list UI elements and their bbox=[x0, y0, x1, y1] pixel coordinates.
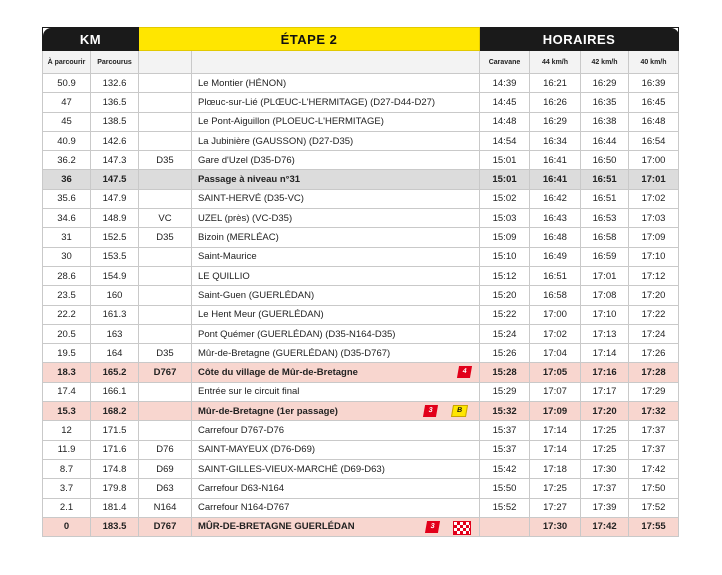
col-44kmh: 44 km/h bbox=[530, 51, 581, 74]
road-code: D35 bbox=[139, 151, 192, 170]
km-remaining: 45 bbox=[43, 112, 91, 131]
km-covered: 183.5 bbox=[91, 517, 139, 536]
time-42kmh: 17:16 bbox=[581, 363, 629, 382]
caravane-time: 15:50 bbox=[480, 479, 530, 498]
road-code bbox=[139, 324, 192, 343]
caravane-time: 14:39 bbox=[480, 74, 530, 93]
road-code bbox=[139, 286, 192, 305]
table-row bbox=[43, 74, 679, 93]
col-42kmh: 42 km/h bbox=[581, 51, 629, 74]
km-covered: 132.6 bbox=[91, 74, 139, 93]
caravane-time: 15:29 bbox=[480, 382, 530, 401]
time-42kmh: 16:51 bbox=[581, 189, 629, 208]
km-remaining: 15.3 bbox=[43, 402, 91, 421]
climb-category-badge: 3 bbox=[423, 405, 438, 417]
table-row bbox=[43, 421, 679, 440]
time-40kmh: 17:55 bbox=[629, 517, 679, 536]
finish-flag-icon bbox=[453, 521, 471, 535]
caravane-time: 15:22 bbox=[480, 305, 530, 324]
place-name bbox=[192, 382, 480, 401]
km-remaining: 3.7 bbox=[43, 479, 91, 498]
km-covered: 152.5 bbox=[91, 228, 139, 247]
time-44kmh: 17:09 bbox=[530, 402, 581, 421]
km-remaining: 2.1 bbox=[43, 498, 91, 517]
road-code bbox=[139, 266, 192, 285]
place-name bbox=[192, 170, 480, 189]
table-row bbox=[43, 402, 679, 421]
place-label: SAINT-GILLES-VIEUX-MARCHÉ (D69-D63) bbox=[198, 463, 385, 475]
km-remaining: 8.7 bbox=[43, 459, 91, 478]
road-code bbox=[139, 112, 192, 131]
time-40kmh: 16:45 bbox=[629, 93, 679, 112]
col-parcourus: Parcourus bbox=[91, 51, 139, 74]
table-row bbox=[43, 459, 679, 478]
place-name bbox=[192, 74, 480, 93]
time-40kmh: 17:03 bbox=[629, 209, 679, 228]
place-label: Carrefour D767-D76 bbox=[198, 424, 285, 436]
table-row bbox=[43, 170, 679, 189]
km-covered: 142.6 bbox=[91, 131, 139, 150]
time-44kmh: 17:18 bbox=[530, 459, 581, 478]
km-covered: 163 bbox=[91, 324, 139, 343]
place-name bbox=[192, 324, 480, 343]
km-remaining: 22.2 bbox=[43, 305, 91, 324]
place-name bbox=[192, 93, 480, 112]
time-42kmh: 17:13 bbox=[581, 324, 629, 343]
table-row bbox=[43, 228, 679, 247]
km-remaining: 34.6 bbox=[43, 209, 91, 228]
place-label: UZEL (près) (VC-D35) bbox=[198, 212, 293, 224]
bonus-badge: B bbox=[451, 405, 468, 417]
time-42kmh: 16:29 bbox=[581, 74, 629, 93]
place-name bbox=[192, 498, 480, 517]
km-remaining: 23.5 bbox=[43, 286, 91, 305]
time-40kmh: 16:39 bbox=[629, 74, 679, 93]
road-code bbox=[139, 247, 192, 266]
col-caravane: Caravane bbox=[480, 51, 530, 74]
time-40kmh: 17:26 bbox=[629, 344, 679, 363]
road-code bbox=[139, 402, 192, 421]
table-row bbox=[43, 266, 679, 285]
time-42kmh: 16:35 bbox=[581, 93, 629, 112]
time-44kmh: 16:41 bbox=[530, 170, 581, 189]
time-44kmh: 17:00 bbox=[530, 305, 581, 324]
table-row bbox=[43, 479, 679, 498]
table-row bbox=[43, 247, 679, 266]
caravane-time: 15:24 bbox=[480, 324, 530, 343]
km-remaining: 19.5 bbox=[43, 344, 91, 363]
time-40kmh: 17:01 bbox=[629, 170, 679, 189]
place-name bbox=[192, 479, 480, 498]
place-label: LE QUILLIO bbox=[198, 270, 250, 282]
km-remaining: 31 bbox=[43, 228, 91, 247]
place-name bbox=[192, 228, 480, 247]
time-44kmh: 17:02 bbox=[530, 324, 581, 343]
table-row bbox=[43, 131, 679, 150]
road-code: D35 bbox=[139, 344, 192, 363]
time-44kmh: 17:14 bbox=[530, 421, 581, 440]
km-covered: 154.9 bbox=[91, 266, 139, 285]
time-42kmh: 17:30 bbox=[581, 459, 629, 478]
time-44kmh: 16:49 bbox=[530, 247, 581, 266]
km-covered: 166.1 bbox=[91, 382, 139, 401]
time-42kmh: 16:59 bbox=[581, 247, 629, 266]
km-covered: 147.9 bbox=[91, 189, 139, 208]
place-label: Côte du village de Mûr-de-Bretagne bbox=[198, 367, 358, 379]
time-40kmh: 17:28 bbox=[629, 363, 679, 382]
time-44kmh: 17:14 bbox=[530, 440, 581, 459]
time-42kmh: 17:39 bbox=[581, 498, 629, 517]
road-code bbox=[139, 93, 192, 112]
caravane-time: 15:10 bbox=[480, 247, 530, 266]
km-remaining: 20.5 bbox=[43, 324, 91, 343]
place-label: SAINT-HERVÉ (D35-VC) bbox=[198, 193, 304, 205]
caravane-time: 15:42 bbox=[480, 459, 530, 478]
place-label: Le Pont-Aiguillon (PLOEUC-L'HERMITAGE) bbox=[198, 116, 384, 128]
time-40kmh: 17:32 bbox=[629, 402, 679, 421]
km-remaining: 17.4 bbox=[43, 382, 91, 401]
caravane-time: 15:28 bbox=[480, 363, 530, 382]
table-row bbox=[43, 286, 679, 305]
road-code: N164 bbox=[139, 498, 192, 517]
time-40kmh: 17:20 bbox=[629, 286, 679, 305]
km-remaining: 35.6 bbox=[43, 189, 91, 208]
time-44kmh: 17:05 bbox=[530, 363, 581, 382]
col-road bbox=[139, 51, 192, 74]
time-40kmh: 17:42 bbox=[629, 459, 679, 478]
caravane-time: 15:12 bbox=[480, 266, 530, 285]
place-label: SAINT-MAYEUX (D76-D69) bbox=[198, 444, 316, 456]
caravane-time: 15:37 bbox=[480, 440, 530, 459]
km-covered: 171.5 bbox=[91, 421, 139, 440]
km-covered: 165.2 bbox=[91, 363, 139, 382]
place-name bbox=[192, 286, 480, 305]
km-remaining: 50.9 bbox=[43, 74, 91, 93]
km-covered: 161.3 bbox=[91, 305, 139, 324]
time-40kmh: 17:00 bbox=[629, 151, 679, 170]
time-40kmh: 17:22 bbox=[629, 305, 679, 324]
time-44kmh: 16:42 bbox=[530, 189, 581, 208]
table-row bbox=[43, 440, 679, 459]
time-42kmh: 17:01 bbox=[581, 266, 629, 285]
caravane-time: 15:03 bbox=[480, 209, 530, 228]
place-name bbox=[192, 440, 480, 459]
table-row bbox=[43, 344, 679, 363]
table-row bbox=[43, 189, 679, 208]
caravane-time: 15:02 bbox=[480, 189, 530, 208]
km-header: KM bbox=[43, 28, 139, 51]
table-row bbox=[43, 324, 679, 343]
place-label: Bizoin (MERLÉAC) bbox=[198, 232, 279, 244]
time-42kmh: 17:17 bbox=[581, 382, 629, 401]
table-row bbox=[43, 363, 679, 382]
time-40kmh: 17:09 bbox=[629, 228, 679, 247]
km-remaining: 36.2 bbox=[43, 151, 91, 170]
place-name bbox=[192, 266, 480, 285]
km-covered: 168.2 bbox=[91, 402, 139, 421]
place-label: La Jubinière (GAUSSON) (D27-D35) bbox=[198, 135, 354, 147]
time-42kmh: 17:25 bbox=[581, 440, 629, 459]
km-remaining: 0 bbox=[43, 517, 91, 536]
table-row bbox=[43, 498, 679, 517]
stage-header: ÉTAPE 2 bbox=[139, 28, 480, 51]
time-40kmh: 17:02 bbox=[629, 189, 679, 208]
place-label: Le Montier (HÉNON) bbox=[198, 77, 287, 89]
km-covered: 179.8 bbox=[91, 479, 139, 498]
time-42kmh: 16:58 bbox=[581, 228, 629, 247]
time-42kmh: 16:51 bbox=[581, 170, 629, 189]
place-label: Le Hent Meur (GUERLÉDAN) bbox=[198, 309, 324, 321]
table-row bbox=[43, 517, 679, 536]
time-44kmh: 16:34 bbox=[530, 131, 581, 150]
km-covered: 160 bbox=[91, 286, 139, 305]
stage-schedule-table bbox=[42, 27, 678, 537]
place-name bbox=[192, 305, 480, 324]
time-40kmh: 16:54 bbox=[629, 131, 679, 150]
time-42kmh: 17:37 bbox=[581, 479, 629, 498]
place-name bbox=[192, 151, 480, 170]
place-label: Gare d'Uzel (D35-D76) bbox=[198, 154, 295, 166]
place-label: Mûr-de-Bretagne (1er passage) bbox=[198, 405, 338, 417]
place-name bbox=[192, 131, 480, 150]
road-code bbox=[139, 74, 192, 93]
km-remaining: 47 bbox=[43, 93, 91, 112]
caravane-time: 15:09 bbox=[480, 228, 530, 247]
table-row bbox=[43, 112, 679, 131]
caravane-time: 15:26 bbox=[480, 344, 530, 363]
km-remaining: 40.9 bbox=[43, 131, 91, 150]
road-code: D63 bbox=[139, 479, 192, 498]
place-name bbox=[192, 402, 480, 421]
time-44kmh: 16:51 bbox=[530, 266, 581, 285]
time-42kmh: 17:08 bbox=[581, 286, 629, 305]
time-44kmh: 16:48 bbox=[530, 228, 581, 247]
col-place bbox=[192, 51, 480, 74]
time-44kmh: 17:30 bbox=[530, 517, 581, 536]
caravane-time: 15:52 bbox=[480, 498, 530, 517]
caravane-time: 14:45 bbox=[480, 93, 530, 112]
place-label: Carrefour D63-N164 bbox=[198, 482, 285, 494]
place-label: Entrée sur le circuit final bbox=[198, 386, 300, 398]
time-44kmh: 17:04 bbox=[530, 344, 581, 363]
caravane-time: 15:32 bbox=[480, 402, 530, 421]
time-44kmh: 16:43 bbox=[530, 209, 581, 228]
road-code bbox=[139, 189, 192, 208]
place-name bbox=[192, 112, 480, 131]
road-code bbox=[139, 131, 192, 150]
km-covered: 147.3 bbox=[91, 151, 139, 170]
horaires-header: HORAIRES bbox=[480, 28, 679, 51]
km-remaining: 18.3 bbox=[43, 363, 91, 382]
time-40kmh: 17:37 bbox=[629, 421, 679, 440]
km-covered: 181.4 bbox=[91, 498, 139, 517]
km-covered: 148.9 bbox=[91, 209, 139, 228]
place-name bbox=[192, 459, 480, 478]
road-code bbox=[139, 170, 192, 189]
km-remaining: 11.9 bbox=[43, 440, 91, 459]
col-a-parcourir: À parcourir bbox=[43, 51, 91, 74]
caravane-time: 15:37 bbox=[480, 421, 530, 440]
road-code: D767 bbox=[139, 363, 192, 382]
time-42kmh: 17:42 bbox=[581, 517, 629, 536]
climb-category-badge: 3 bbox=[425, 521, 440, 533]
time-42kmh: 16:50 bbox=[581, 151, 629, 170]
km-covered: 136.5 bbox=[91, 93, 139, 112]
place-label: Mûr-de-Bretagne (GUERLÉDAN) (D35-D767) bbox=[198, 347, 391, 359]
time-42kmh: 17:25 bbox=[581, 421, 629, 440]
time-42kmh: 17:20 bbox=[581, 402, 629, 421]
climb-category-badge: 4 bbox=[457, 366, 472, 378]
place-name bbox=[192, 517, 480, 536]
schedule-body bbox=[43, 74, 679, 537]
table-row bbox=[43, 305, 679, 324]
place-name bbox=[192, 247, 480, 266]
table-row bbox=[43, 151, 679, 170]
caravane-time bbox=[480, 517, 530, 536]
km-covered: 164 bbox=[91, 344, 139, 363]
road-code bbox=[139, 382, 192, 401]
time-42kmh: 16:44 bbox=[581, 131, 629, 150]
caravane-time: 15:01 bbox=[480, 170, 530, 189]
time-40kmh: 17:29 bbox=[629, 382, 679, 401]
time-42kmh: 16:38 bbox=[581, 112, 629, 131]
time-44kmh: 17:27 bbox=[530, 498, 581, 517]
table-row bbox=[43, 382, 679, 401]
km-covered: 174.8 bbox=[91, 459, 139, 478]
time-42kmh: 16:53 bbox=[581, 209, 629, 228]
place-name bbox=[192, 189, 480, 208]
time-40kmh: 16:48 bbox=[629, 112, 679, 131]
road-code: D35 bbox=[139, 228, 192, 247]
place-label: Saint-Guen (GUERLÉDAN) bbox=[198, 289, 315, 301]
time-40kmh: 17:37 bbox=[629, 440, 679, 459]
km-covered: 153.5 bbox=[91, 247, 139, 266]
table-row bbox=[43, 209, 679, 228]
place-label: Passage à niveau n°31 bbox=[198, 174, 301, 186]
time-44kmh: 16:26 bbox=[530, 93, 581, 112]
time-40kmh: 17:24 bbox=[629, 324, 679, 343]
km-remaining: 12 bbox=[43, 421, 91, 440]
time-44kmh: 16:41 bbox=[530, 151, 581, 170]
place-label: Plœuc-sur-Lié (PLŒUC-L'HERMITAGE) (D27-D44-D27) bbox=[198, 96, 436, 108]
km-covered: 147.5 bbox=[91, 170, 139, 189]
time-42kmh: 17:14 bbox=[581, 344, 629, 363]
place-label: Pont Quémer (GUERLÉDAN) (D35-N164-D35) bbox=[198, 328, 396, 340]
km-covered: 171.6 bbox=[91, 440, 139, 459]
road-code bbox=[139, 421, 192, 440]
time-40kmh: 17:52 bbox=[629, 498, 679, 517]
km-covered: 138.5 bbox=[91, 112, 139, 131]
road-code bbox=[139, 305, 192, 324]
time-44kmh: 17:25 bbox=[530, 479, 581, 498]
road-code: D767 bbox=[139, 517, 192, 536]
road-code: D76 bbox=[139, 440, 192, 459]
place-name bbox=[192, 209, 480, 228]
caravane-time: 14:54 bbox=[480, 131, 530, 150]
col-40kmh: 40 km/h bbox=[629, 51, 679, 74]
place-name bbox=[192, 363, 480, 382]
place-name bbox=[192, 421, 480, 440]
caravane-time: 14:48 bbox=[480, 112, 530, 131]
table-row bbox=[43, 93, 679, 112]
time-40kmh: 17:50 bbox=[629, 479, 679, 498]
road-code: VC bbox=[139, 209, 192, 228]
place-name bbox=[192, 344, 480, 363]
time-44kmh: 16:58 bbox=[530, 286, 581, 305]
km-remaining: 30 bbox=[43, 247, 91, 266]
caravane-time: 15:20 bbox=[480, 286, 530, 305]
place-label: Carrefour N164-D767 bbox=[198, 502, 290, 514]
km-remaining: 36 bbox=[43, 170, 91, 189]
time-44kmh: 16:21 bbox=[530, 74, 581, 93]
time-42kmh: 17:10 bbox=[581, 305, 629, 324]
time-44kmh: 16:29 bbox=[530, 112, 581, 131]
place-label: Saint-Maurice bbox=[198, 251, 257, 263]
time-44kmh: 17:07 bbox=[530, 382, 581, 401]
road-code: D69 bbox=[139, 459, 192, 478]
place-label: MÛR-DE-BRETAGNE GUERLÉDAN bbox=[198, 521, 355, 533]
time-40kmh: 17:12 bbox=[629, 266, 679, 285]
time-40kmh: 17:10 bbox=[629, 247, 679, 266]
km-remaining: 28.6 bbox=[43, 266, 91, 285]
caravane-time: 15:01 bbox=[480, 151, 530, 170]
